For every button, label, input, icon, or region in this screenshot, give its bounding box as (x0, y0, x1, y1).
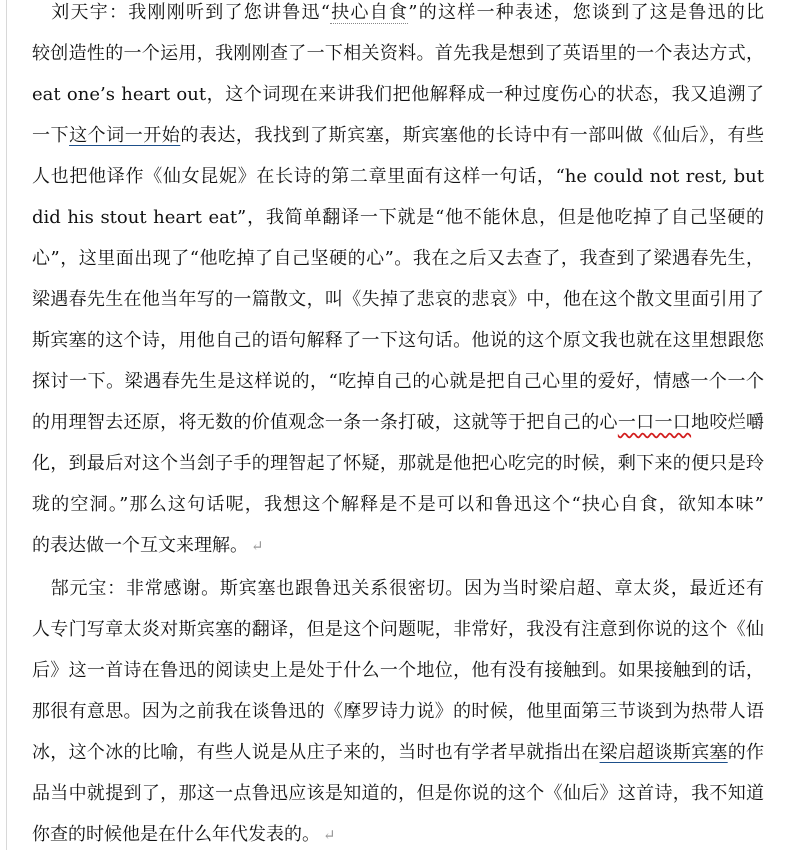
text-run: 那很有意思。因为之前我在谈鲁迅的《摩罗诗力说》的时候，他里面第三节谈到为热带人语 (32, 701, 764, 722)
text-line (32, 156, 764, 197)
text-line (32, 0, 764, 33)
text-run: 珑的空洞。”那么这句话呢，我想这个解释是不是可以和鲁迅这个“抉心自食，欲知本味” (32, 494, 764, 515)
text-run: 后》这一首诗在鲁迅的阅读史上是处于什么一个地位，他有没有接触到。如果接触到的话， (32, 660, 764, 681)
text-run: 较创造性的一个运用，我刚刚查了一下相关资料。首先我是想到了英语里的一个表达方式， (32, 43, 764, 64)
text-run: 人专门写章太炎对斯宾塞的翻译，但是这个问题呢，非常好，我没有注意到你说的这个《仙 (32, 619, 764, 640)
text-run: 梁遇春先生在他当年写的一篇散文，叫《失掉了悲哀的悲哀》中，他在这个散文里面引用了 (32, 289, 764, 310)
text-line (32, 525, 764, 566)
text-run: 的用理智去还原，将无数的价值观念一条一条打破，这就等于把自己的心 (32, 412, 618, 433)
text-run: 品当中就提到了，那这一点鲁迅应该是知道的，但是你说的这个《仙后》这首诗，我不知道 (32, 783, 764, 804)
text-run: eat one’s heart out，这个词现在来讲我们把他解释成一种过度伤心的状态，我又追溯了 (32, 84, 764, 105)
text-line (32, 115, 764, 156)
text-line (32, 320, 764, 361)
page-margin-rule (6, 0, 7, 850)
text-line (32, 732, 764, 773)
text-run: 你查的时候他是在什么年代发表的。 (32, 824, 320, 845)
marked-phrase: 这个词一开始 (69, 125, 181, 146)
text-run: 冰，这个冰的比喻，有些人说是从庄子来的，当时也有学者早就指出在 (32, 742, 600, 763)
text-line (32, 650, 764, 691)
text-run: 一下 (32, 125, 70, 146)
text-line (32, 814, 764, 855)
text-run: 刘天宇：我刚刚听到了您讲鲁迅“ (32, 2, 330, 23)
text-line (32, 568, 764, 609)
marked-phrase: 一口一口 (617, 412, 692, 433)
text-line (32, 609, 764, 650)
text-run: 的作 (727, 742, 765, 763)
text-run: did his stout heart eat”，我简单翻译一下就是“他不能休息，但是他吃掉了自己坚硬的 (32, 207, 764, 228)
marked-phrase: 抉心自食 (330, 2, 409, 23)
text-run: 的表达，我找到了斯宾塞，斯宾塞他的长诗中有一部叫做《仙后》，有些 (180, 125, 765, 146)
paragraph-mark-icon: ↵ (251, 537, 264, 555)
paragraph-mark-icon: ↵ (323, 826, 336, 844)
text-line (32, 238, 764, 279)
text-line (32, 443, 764, 484)
text-run: 斯宾塞的这个诗，用他自己的语句解释了一下这句话。他说的这个原文我也就在这里想跟您 (32, 330, 764, 351)
text-line (32, 402, 764, 443)
text-line (32, 691, 764, 732)
text-line (32, 33, 764, 74)
text-run: 地咬烂嚼 (691, 412, 765, 433)
text-run: 心”，这里面出现了“他吃掉了自己坚硬的心”。我在之后又去查了，我查到了梁遇春先生， (32, 248, 764, 269)
text-line (32, 484, 764, 525)
text-line (32, 197, 764, 238)
text-run: 探讨一下。梁遇春先生是这样说的，“吃掉自己的心就是把自己心里的爱好，情感一个一个 (32, 371, 764, 392)
text-line (32, 74, 764, 115)
text-line (32, 773, 764, 814)
text-line (32, 361, 764, 402)
text-run: ”的这样一种表述，您谈到了这是鲁迅的比 (408, 2, 765, 23)
text-run: 郜元宝：非常感谢。斯宾塞也跟鲁迅关系很密切。因为当时梁启超、章太炎，最近还有 (32, 578, 764, 599)
text-run: 的表达做一个互文来理解。 (32, 535, 248, 556)
text-run: 人也把他译作《仙女昆妮》在长诗的第二章里面有这样一句话，“he could not rest, but (32, 166, 764, 187)
marked-phrase: 梁启超谈斯宾塞 (599, 742, 728, 763)
text-line (32, 279, 764, 320)
text-run: 化，到最后对这个当刽子手的理智起了怀疑，那就是他把心吃完的时候，剩下来的便只是玲 (32, 453, 764, 474)
